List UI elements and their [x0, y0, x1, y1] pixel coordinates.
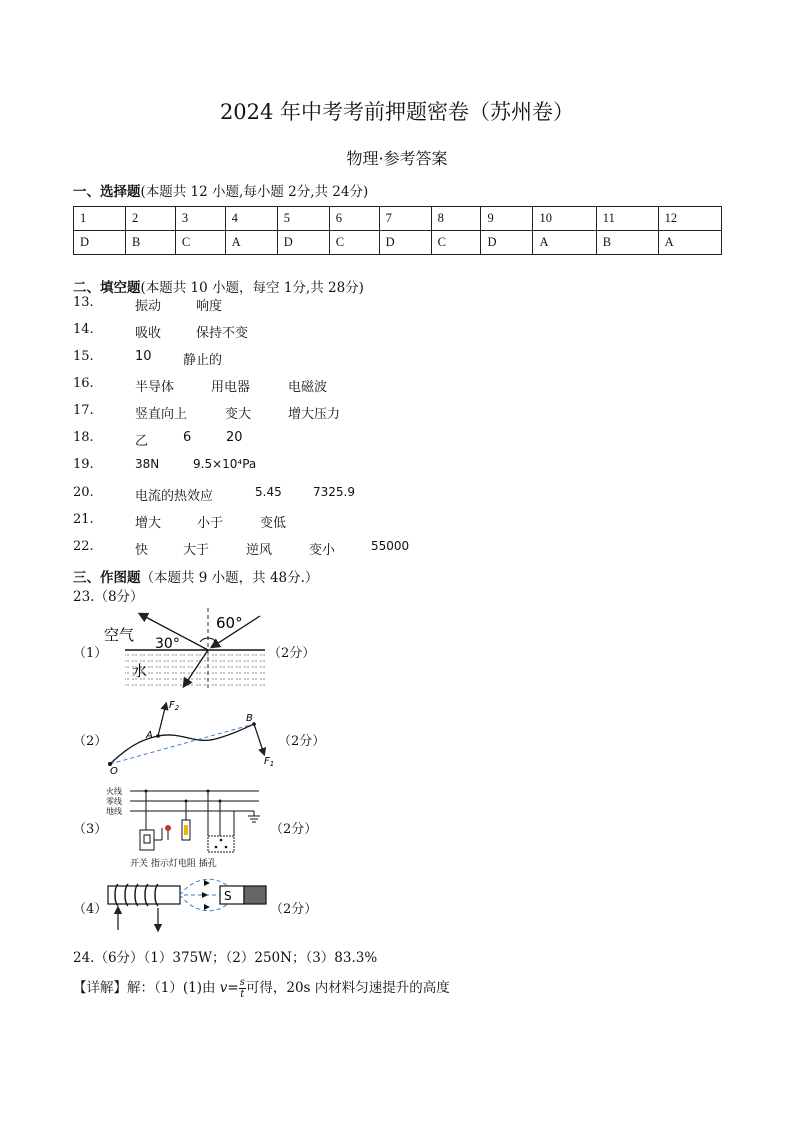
a-label: A — [146, 730, 153, 741]
answer: 10 — [135, 349, 152, 364]
o-label: O — [110, 766, 118, 776]
answer: 38N — [135, 457, 160, 471]
answer: 变大 — [225, 407, 252, 422]
neutral-wire-label: 零线 — [106, 797, 122, 806]
item-number: 19. — [73, 457, 94, 472]
section1-note: (本题共 12 小题,每小题 2分,共 24分) — [140, 184, 369, 200]
table-cell: 6 — [329, 207, 379, 231]
answer: 竖直向上 — [135, 407, 188, 422]
answer: 半导体 — [135, 380, 175, 395]
resistor-fill — [184, 825, 188, 835]
force-f1-arrow — [254, 724, 264, 754]
figure-1-score: （2分） — [268, 646, 316, 661]
item-number: 16. — [73, 376, 94, 391]
table-cell: B — [126, 231, 176, 255]
section3-note: （本题共 9 小题，共 48分.） — [140, 570, 319, 586]
table-cell: 4 — [225, 207, 277, 231]
circuit-diagram — [104, 782, 274, 870]
indicator-lamp-icon — [165, 825, 171, 831]
item-number: 17. — [73, 403, 94, 418]
field-arrow — [202, 892, 208, 898]
figure-1-label: （1） — [73, 646, 108, 661]
table-cell: 11 — [596, 207, 658, 231]
figure-2-label: （2） — [73, 734, 108, 749]
question-24-detail — [73, 976, 450, 1000]
answer: 快 — [135, 543, 149, 558]
item-number: 15. — [73, 349, 94, 364]
table-cell: 8 — [431, 207, 481, 231]
answer: 电流的热效应 — [135, 489, 214, 504]
magnet-north-pole — [244, 886, 266, 904]
table-cell: 1 — [74, 207, 126, 231]
detail-prefix: 【详解】解：（1）(1)由 — [73, 980, 216, 996]
answer-table — [73, 206, 722, 255]
f1-label: $F_1$ — [264, 756, 275, 768]
answer: 振动 — [135, 299, 162, 314]
answer: 保持不变 — [196, 326, 249, 341]
socket-hole — [220, 839, 223, 842]
question-23-heading: 23.（8分） — [73, 589, 144, 605]
answer: 9.5×10⁴Pa — [193, 457, 257, 471]
table-cell: D — [277, 231, 329, 255]
lever-diagram — [104, 696, 284, 776]
item-number: 13. — [73, 295, 94, 310]
formula-fraction — [239, 977, 246, 1000]
magnet-s-label: S — [224, 889, 232, 903]
item-number: 14. — [73, 322, 94, 337]
refraction-diagram — [100, 604, 270, 690]
section3-heading: 三、作图题 — [73, 570, 141, 586]
answer: 20 — [226, 430, 243, 445]
answer: 用电器 — [211, 380, 251, 395]
solenoid-diagram — [104, 872, 270, 934]
table-cell: D — [481, 231, 533, 255]
answer: 变低 — [260, 516, 287, 531]
figure-4-score: （2分） — [270, 902, 318, 917]
answer: 吸收 — [135, 326, 162, 341]
socket-icon — [208, 836, 234, 852]
section2-note: (本题共 10 小题，每空 1分,共 28分) — [140, 280, 364, 296]
table-cell: 10 — [533, 207, 596, 231]
table-cell: A — [533, 231, 596, 255]
figure-2-score: （2分） — [278, 734, 326, 749]
angle-30-label: 30° — [155, 636, 180, 652]
answer: 6 — [183, 430, 192, 445]
answer: 小于 — [197, 516, 224, 531]
answer: 增大压力 — [288, 407, 341, 422]
figure-3-score: （2分） — [270, 822, 318, 837]
question-24-answer: 24.（6分）（1）375W；（2）250N；（3）83.3% — [73, 950, 378, 966]
section1-heading: 一、选择题 — [73, 184, 141, 200]
item-number: 18. — [73, 430, 94, 445]
fraction-denominator: t — [240, 989, 245, 1000]
item-number: 22. — [73, 539, 94, 554]
table-cell: C — [175, 231, 225, 255]
solenoid-core — [108, 886, 180, 904]
b-label: B — [246, 713, 253, 724]
force-arm-line — [110, 724, 254, 764]
table-cell: D — [379, 231, 431, 255]
answer: 5.45 — [255, 485, 282, 499]
figure-3-label: （3） — [73, 822, 108, 837]
table-cell: A — [225, 231, 277, 255]
answer: 乙 — [135, 434, 149, 449]
answer: 变小 — [309, 543, 336, 558]
answer-table-answer-row — [74, 231, 722, 255]
section3-heading-line — [73, 566, 318, 586]
socket-hole — [215, 846, 218, 849]
page-title: 2024 年中考考前押题密卷（苏州卷） — [219, 100, 575, 124]
field-arrow — [204, 880, 210, 886]
answer: 大于 — [183, 543, 210, 558]
section1-heading-line — [73, 180, 368, 200]
table-cell: 2 — [126, 207, 176, 231]
table-cell: 7 — [379, 207, 431, 231]
table-cell: B — [596, 231, 658, 255]
answer: 增大 — [135, 516, 162, 531]
answer: 55000 — [371, 539, 410, 553]
component-labels: 开关 指示灯电阻 插孔 — [130, 859, 217, 869]
socket-hole — [225, 846, 228, 849]
air-label: 空气 — [104, 626, 135, 644]
item-number: 20. — [73, 485, 94, 500]
table-cell: 3 — [175, 207, 225, 231]
f2-label: $F_2$ — [169, 700, 180, 712]
figure-4-label: （4） — [73, 902, 108, 917]
water-label: 水 — [132, 662, 148, 680]
page-subtitle: 物理·参考答案 — [346, 149, 448, 168]
live-wire-label: 火线 — [106, 787, 122, 796]
table-cell: D — [74, 231, 126, 255]
ground-wire-label: 地线 — [106, 807, 122, 816]
table-cell: 9 — [481, 207, 533, 231]
angle-60-label: 60° — [216, 614, 243, 632]
table-cell: C — [329, 231, 379, 255]
detail-suffix: 可得，20s 内材料匀速提升的高度 — [245, 980, 450, 996]
switch-icon — [144, 835, 150, 843]
answer: 静止的 — [183, 353, 223, 368]
section2-heading: 二、填空题 — [73, 280, 141, 296]
formula-equals: = — [227, 980, 239, 996]
table-cell: A — [658, 231, 721, 255]
force-f2-arrow — [158, 704, 166, 736]
answer-table-number-row — [74, 207, 722, 231]
table-cell: 5 — [277, 207, 329, 231]
fraction-numerator: s — [239, 977, 245, 988]
answer: 电磁波 — [288, 380, 328, 395]
table-cell: C — [431, 231, 481, 255]
item-number: 21. — [73, 512, 94, 527]
table-cell: 12 — [658, 207, 721, 231]
point-a — [156, 734, 160, 738]
field-arrow — [204, 904, 210, 910]
switch-box — [140, 830, 154, 850]
answer: 响度 — [196, 299, 223, 314]
answer: 逆风 — [246, 543, 273, 558]
answer: 7325.9 — [313, 485, 355, 499]
section2-heading-line — [73, 276, 364, 296]
formula-v: v — [219, 980, 228, 996]
